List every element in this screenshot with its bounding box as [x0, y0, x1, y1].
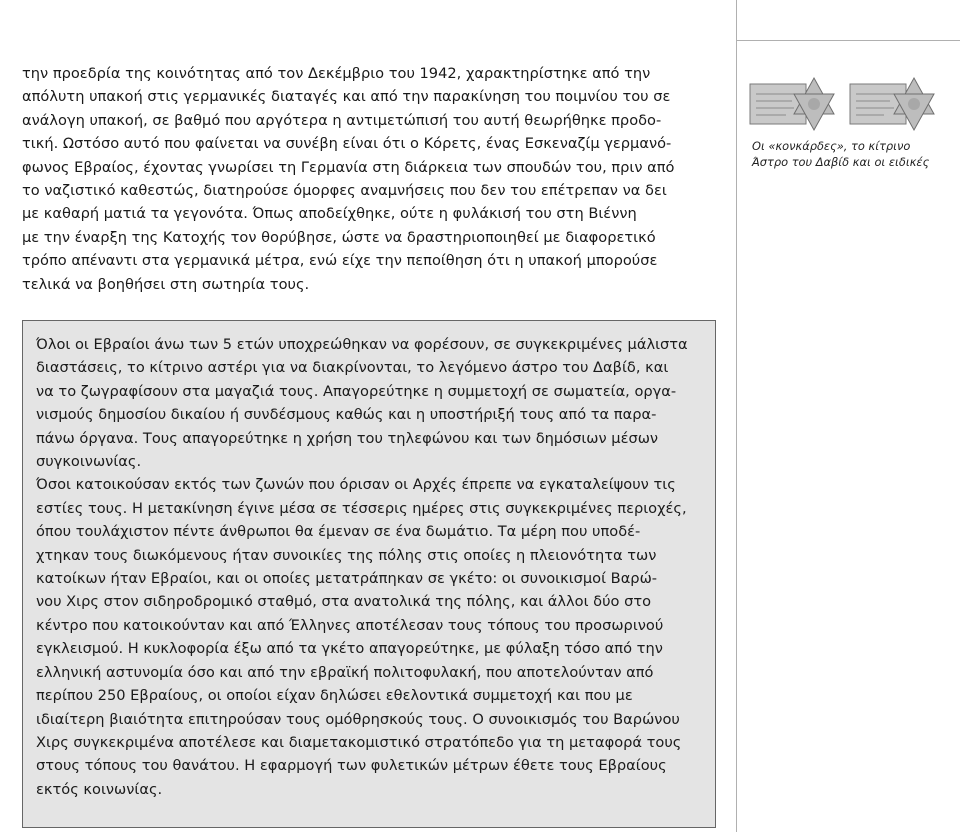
box-line: όπου τουλάχιστον πέντε άνθρωποι θα έμεναν σε ένα δωμάτιο. Τα μέρη που υποδέ-: [36, 523, 641, 541]
text-line: τική. Ωστόσο αυτό που φαίνεται να συνέβη είναι ότι ο Κόρετς, ένας Εσκεναζίμ γερμανό-: [22, 135, 672, 153]
star-of-david-badge-icon: [848, 74, 940, 134]
star-of-david-badge-icon: [748, 74, 840, 134]
text-line: φωνος Εβραίος, έχοντας γνωρίσει τη Γερμανία στη διάρκεια των σπουδών του, πριν από: [22, 158, 675, 176]
box-line: ελληνική αστυνομία όσο και από την εβραϊκή πολιτοφυλακή, που αποτελούνταν από: [36, 663, 654, 681]
box-line: κέντρο που κατοικούνταν και από Έλληνες αποτέλεσαν τους τόπους του προσωρινού: [36, 616, 664, 634]
margin-divider-vertical: [736, 0, 737, 832]
box-line: Χιρς συγκεκριμένα αποτέλεσε και διαμετακομιστικό στρατόπεδο για τη μεταφορά τους: [36, 733, 682, 751]
photo-caption: [752, 138, 942, 170]
box-line: πάνω όργανα. Τους απαγορεύτηκε η χρήση του τηλεφώνου και των δημόσιων μέσων: [36, 429, 659, 447]
main-paragraph: [22, 62, 716, 296]
box-line: κατοίκων ήταν Εβραίοι, και οι οποίες μετατράπηκαν σε γκέτο: οι συνοικισμοί Βαρώ-: [36, 570, 658, 588]
text-line: το ναζιστικό καθεστώς, διατηρούσε όμορφες αναμνήσεις που δεν του επέτρεπαν να δει: [22, 182, 667, 200]
box-line: συγκοινωνίας.: [36, 453, 142, 471]
text-line: τελικά να βοηθήσει στη σωτηρία τους.: [22, 275, 310, 293]
box-line: περίπου 250 Εβραίους, οι οποίοι είχαν δηλώσει εθελοντικά συμμετοχή και που με: [36, 687, 633, 705]
box-line: εστίες τους. Η μετακίνηση έγινε μέσα σε τέσσερις ημέρες στις συγκεκριμένες περιοχές,: [36, 499, 687, 517]
box-line: νου Χιρς στον σιδηροδρομικό σταθμό, στα ανατολικά της πόλης, και άλλοι δύο στο: [36, 593, 652, 611]
box-line: χτηκαν τους διωκόμενους ήταν συνοικίες της πόλης στις οποίες η πλειονότητα των: [36, 546, 657, 564]
box-line: διαστάσεις, το κίτρινο αστέρι για να διακρίνονται, το λεγόμενο άστρο του Δαβίδ, και: [36, 359, 669, 377]
box-line: στους τόπους του θανάτου. Η εφαρμογή των φυλετικών μέτρων έθετε τους Εβραίους: [36, 757, 667, 775]
box-line: να το ζωγραφίσουν στα μαγαζιά τους. Απαγορεύτηκε η συμμετοχή σε σωματεία, οργα-: [36, 382, 677, 400]
text-line: με καθαρή ματιά τα γεγονότα. Όπως αποδείχθηκε, ούτε η φυλάκισή του στη Βιέννη: [22, 205, 637, 223]
box-paragraph: [36, 333, 706, 801]
text-line: ανάλογη υπακοή, σε βαθμό που αργότερα η αντιμετώπισή του αυτή θεωρήθηκε προδο-: [22, 111, 662, 129]
text-line: την προεδρία της κοινότητας από τον Δεκέμβριο του 1942, χαρακτηρίστηκε από την: [22, 65, 651, 82]
badge-photos: [748, 74, 940, 134]
box-line: Όλοι οι Εβραίοι άνω των 5 ετών υποχρεώθηκαν να φορέσουν, σε συγκεκριμένες μάλιστα: [36, 336, 688, 353]
text-line: απόλυτη υπακοή στις γερμανικές διαταγές και από την παρακίνηση του ποιμνίου του σε: [22, 88, 671, 106]
box-line: νισμούς δημοσίου δικαίου ή συνδέσμους καθώς και η υποστήριξή τους από τα παρα-: [36, 406, 657, 424]
box-line: ιδιαίτερη βιαιότητα επιτηρούσαν τους ομόθρησκούς τους. Ο συνοικισμός του Βαρώνου: [36, 710, 680, 728]
text-line: με την έναρξη της Κατοχής τον θορύβησε, ώστε να δραστηριοποιηθεί με διαφορετικό: [22, 228, 656, 246]
caption-line: Άστρο του Δαβίδ και οι ειδικές: [752, 155, 930, 169]
highlight-box: [22, 320, 716, 828]
box-line: εγκλεισμού. Η κυκλοφορία έξω από τα γκέτο απαγορεύτηκε, με φύλαξη τόσο από την: [36, 640, 663, 658]
box-line: εκτός κοινωνίας.: [36, 780, 163, 798]
caption-line: Οι «κονκάρδες», το κίτρινο: [752, 139, 911, 153]
text-line: τρόπο απέναντι στα γερμανικά μέτρα, ενώ είχε την πεποίθηση ότι η υπακοή μπορούσε: [22, 252, 658, 270]
margin-divider-horizontal: [736, 40, 960, 41]
box-line: Όσοι κατοικούσαν εκτός των ζωνών που όρισαν οι Αρχές έπρεπε να εγκαταλείψουν τις: [36, 476, 676, 494]
